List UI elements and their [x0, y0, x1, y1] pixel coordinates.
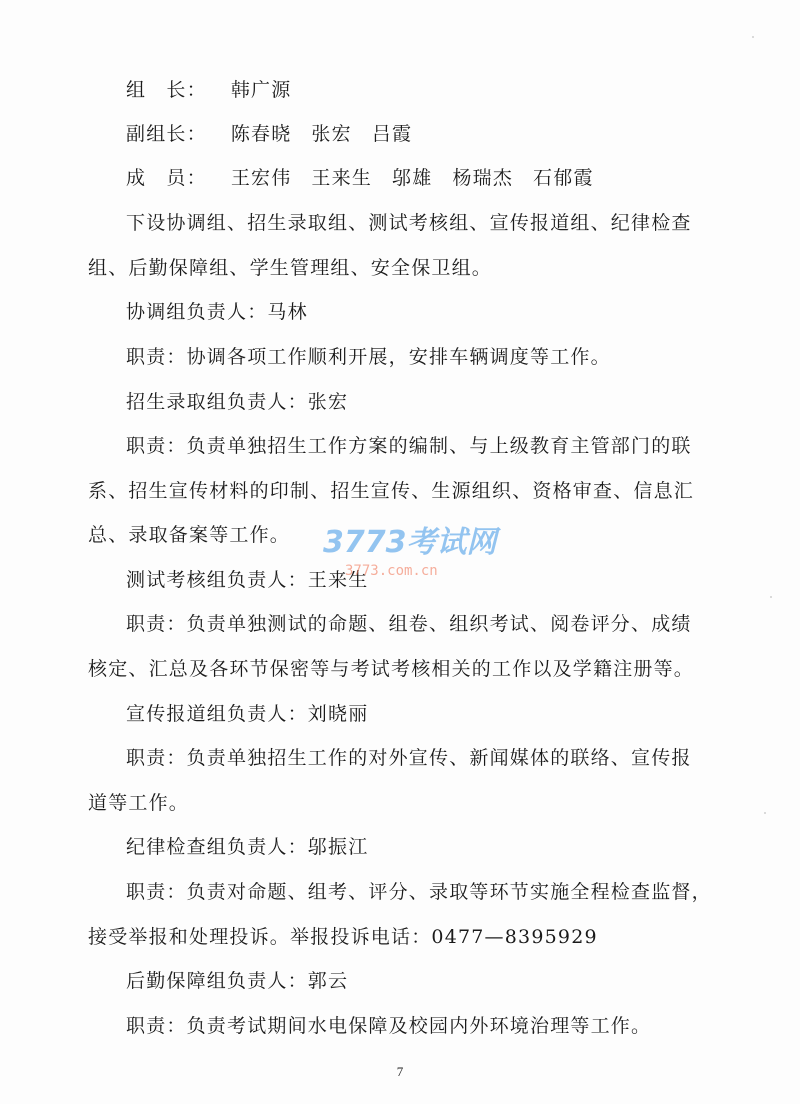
deputy-head-line: [126, 122, 412, 146]
group-head-name: 韩广源: [230, 79, 292, 101]
group-head-line: [126, 78, 291, 102]
deputy-name: 吕霞: [371, 123, 413, 145]
testing-duty-line-1: 职责：负责单独测试的命题、组卷、组织考试、阅卷评分、成绩: [126, 613, 692, 635]
logistics-duty-line-1: 职责：负责考试期间水电保障及校园内外环境治理等工作。: [126, 1015, 652, 1037]
member-name: 王宏伟: [230, 167, 292, 189]
logistics-head: 后勤保障组负责人：郭云: [126, 970, 349, 992]
publicity-duty-line-1: 职责：负责单独招生工作的对外宣传、新闻媒体的联络、宣传报: [126, 747, 692, 769]
publicity-head: 宣传报道组负责人：刘晓丽: [126, 703, 369, 725]
discipline-head: 纪律检查组负责人：邬振江: [126, 836, 369, 858]
groups-intro-line-2: 组、后勤保障组、学生管理组、安全保卫组。: [88, 257, 493, 279]
publicity-duty-line-2: 道等工作。: [88, 792, 190, 814]
admission-head: 招生录取组负责人：张宏: [126, 391, 349, 413]
admission-duty-line-3: 总、录取备案等工作。: [88, 524, 291, 546]
member-name: 杨瑞杰: [452, 167, 514, 189]
coordination-duty-line-1: 职责：协调各项工作顺利开展，安排车辆调度等工作。: [126, 346, 611, 368]
deputy-head-label: 副组长：: [126, 123, 207, 145]
testing-head: 测试考核组负责人：王来生: [126, 569, 369, 591]
coordination-head: 协调组负责人：马林: [126, 301, 308, 323]
discipline-duty-line-2: 接受举报和处理投诉。举报投诉电话：0477—8395929: [88, 926, 598, 948]
discipline-duty-line-1: 职责：负责对命题、组考、评分、录取等环节实施全程检查监督，: [126, 881, 712, 903]
members-label: 成 员：: [126, 167, 207, 189]
admission-duty-line-1: 职责：负责单独招生工作方案的编制、与上级教育主管部门的联: [126, 435, 692, 457]
page-number: 7: [396, 1064, 404, 1079]
watermark-url-text: 3773.com.cn: [345, 563, 438, 579]
member-name: 王来生: [311, 167, 373, 189]
watermark-main-text: 3773考试网: [323, 525, 497, 560]
scan-speck: [764, 812, 766, 814]
scan-speck: [752, 36, 754, 38]
admission-duty-line-2: 系、招生宣传材料的印制、招生宣传、生源组织、资格审查、信息汇: [88, 480, 695, 502]
deputy-name: 陈春晓: [230, 123, 292, 145]
member-name: 邬雄: [392, 167, 433, 189]
deputy-name: 张宏: [311, 123, 352, 145]
member-name: 石郁霞: [533, 167, 594, 189]
groups-intro-line-1: 下设协调组、招生录取组、测试考核组、宣传报道组、纪律检查: [126, 212, 692, 234]
members-line: [126, 166, 594, 190]
group-head-label: 组 长：: [126, 79, 207, 101]
scan-speck: [770, 596, 772, 598]
testing-duty-line-2: 核定、汇总及各环节保密等与考试考核相关的工作以及学籍注册等。: [88, 658, 695, 680]
